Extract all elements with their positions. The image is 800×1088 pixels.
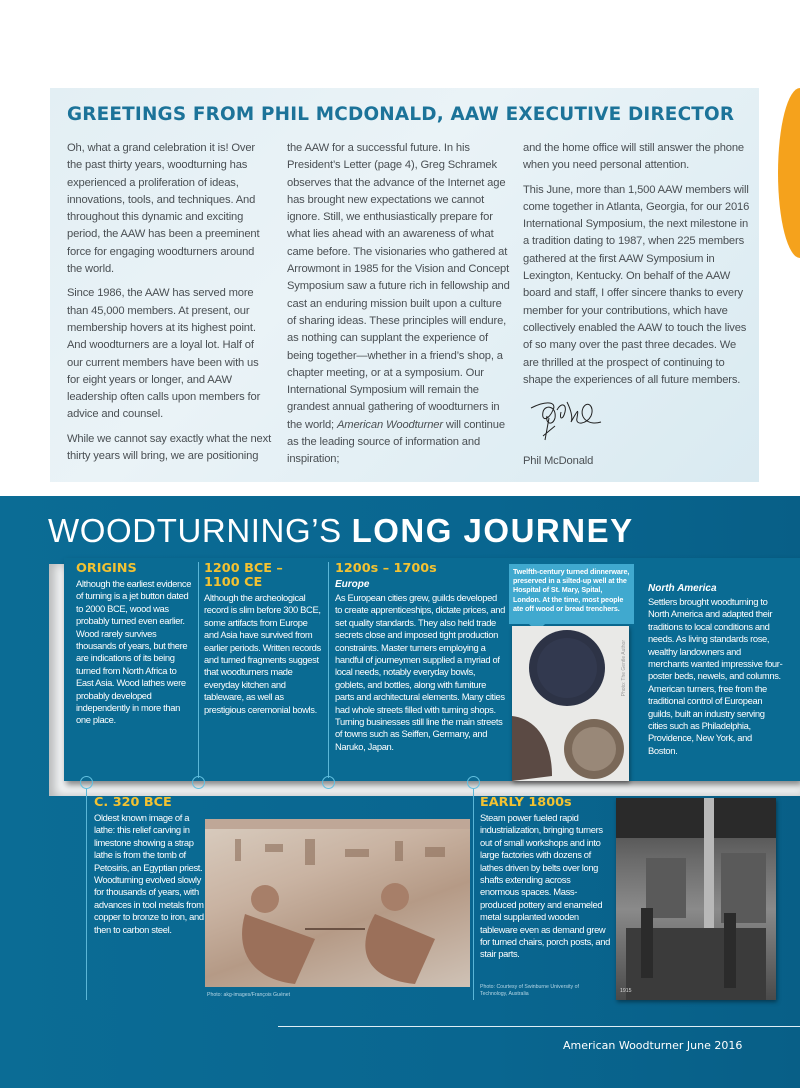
signature-image bbox=[527, 396, 617, 451]
era-subheading: Europe bbox=[335, 579, 370, 590]
era-body: Although the archeological record is slim before 300 BCE, some artifacts from Europe and Asia have survived from earlier periods. Written records and turned fragments suggest that woodturners made everyday kitchen and tableware, as well as prestigious ceremonial bowls. bbox=[204, 592, 321, 715]
era-body: As European cities grew, guilds developed to create apprenticeships, dictate prices, and set quality standards. They also held trade secrets close and imposed tight production constraints. Master turners employing a handful of journeymen supplied a myriad of local needs, notably everyday bowls, goblets, and bottles, along with furniture parts and architectural elements. Many cities had whole streets filled with turning shops. Turning businesses still line the main streets of towns such as Seiffen, Germany, and Naruko, Japan. bbox=[335, 592, 505, 752]
title-light: WOODTURNING’S bbox=[48, 512, 342, 549]
relief-illustration bbox=[205, 819, 470, 987]
greeting-paragraph: and the home office will still answer the phone when you need personal attention. bbox=[523, 142, 744, 172]
timeline-title bbox=[48, 512, 634, 550]
greeting-title: GREETINGS FROM PHIL MCDONALD, AAW EXECUTIVE DIRECTOR bbox=[67, 104, 735, 125]
greeting-paragraph: Since 1986, the AAW has served more than 45,000 members. At present, our membership hovers at its highest point. And woodturners are a loyal lot. Half of our current members have been with us for eight years or longer, and AAW leadership often calls upon members for advice and counsel. bbox=[67, 287, 261, 421]
decorative-orange-disc bbox=[778, 88, 800, 258]
era-origins bbox=[76, 562, 194, 727]
timeline-divider bbox=[473, 788, 474, 1000]
era-320bce bbox=[94, 796, 204, 936]
greeting-box bbox=[50, 88, 759, 482]
era-heading: C. 320 BCE bbox=[94, 795, 172, 810]
era-body: Settlers brought woodturning to North America and adapted their traditions to local conditions and needs. As living standards rose, wealthy landowners and merchants wanted impressive four-poster beds, newels, and columns. American turners, free from the traditional control of European guilds, built an industry serving cities such as Philadelphia, Providence, New York, and Boston. bbox=[648, 596, 783, 756]
greeting-paragraph: This June, more than 1,500 AAW members will come together in Atlanta, Georgia, for our 2016 International Symposium, the next milestone in a tradition dating to 1987, when 225 members gathered at the first AAW Symposium in Lexington, Kentucky. On behalf of the AAW board and staff, I offer sincere thanks to every member for your contributions, which have collectively enabled the AAW to touch the lives of so many over the past three decades. We are thrilled at the prospect of continuing to shape the experiences of all future members. bbox=[523, 183, 750, 386]
greeting-text: the AAW for a successful future. In his President’s Letter (page 4), Greg Schramek observes that the advance of the Internet age has brought new expectations we cannot ignore. Still, we enthusiastically prepare for what lies ahead with an awareness of what came before. The visionaries who gathered at Arrowmont in 1985 for the Vision and Concept Symposium saw a future rich in fellowship and cast an enduring mission built upon a culture of sharing ideas. These principles will endure, as nothing can supplant the experience of being together—whether in a friend’s shop, a chapter meeting, or at a symposium. Our International Symposium will remain the grandest annual gathering of woodturners in the world; bbox=[287, 142, 510, 431]
era-subheading: North America bbox=[648, 583, 717, 594]
factory-photo-year: 1915 bbox=[620, 988, 632, 994]
greeting-paragraph: While we cannot say exactly what the next thirty years will bring, we are positioning bbox=[67, 432, 272, 463]
timeline-divider bbox=[328, 562, 329, 778]
greeting-text: will continue as the leading source of information and inspiration; bbox=[287, 418, 505, 466]
dinnerware-photo bbox=[512, 626, 629, 781]
egypt-relief-photo bbox=[205, 819, 470, 987]
era-early-1800s bbox=[480, 796, 610, 961]
footer-rule bbox=[278, 1026, 800, 1027]
factory-photo-credit: Photo: Courtesy of Swinburne University of Technology, Australia bbox=[480, 984, 579, 997]
era-body: Although the earliest evidence of turning is a jet button dated to 2000 BCE, wood was probably turned even earlier. Wood rarely survives thousands of years, but there are indications of its being turned from North Africa to East Asia. Wood lathes were probably developed independently in more than one place. bbox=[76, 578, 192, 726]
greeting-paragraph bbox=[287, 140, 512, 469]
greeting-column-2 bbox=[287, 140, 512, 476]
factory-photo bbox=[616, 798, 776, 1000]
timeline-divider bbox=[198, 562, 199, 778]
era-heading: 1100 CE bbox=[204, 575, 263, 590]
era-heading: 1200s – 1700s bbox=[335, 561, 437, 576]
dinnerware-caption: Twelfth-century turned dinnerware, preserved in a silted-up well at the Hospital of St. Mary, Spital, London. At the time, most people ate off wood or bread trenchers. bbox=[509, 564, 634, 624]
egypt-photo-credit: Photo: akg-images/François Guénet bbox=[207, 992, 291, 998]
era-body: Oldest known image of a lathe: this relief carving in limestone showing a strap lathe is from the tomb of Petosiris, an Egyptian priest. Woodturning evolved slowly for thousands of years, with advances in tool metals from copper to bronze to iron, and then to carbon steel. bbox=[94, 812, 204, 935]
title-bold: LONG JOURNEY bbox=[351, 512, 634, 549]
factory-illustration bbox=[616, 798, 776, 1000]
magazine-title: American Woodturner bbox=[336, 418, 443, 431]
era-1200bce bbox=[204, 562, 322, 716]
dinnerware-illustration bbox=[512, 626, 629, 781]
photo-credit: Photo: The Gentle Author bbox=[621, 640, 627, 697]
timeline-section bbox=[0, 496, 800, 1088]
era-1200s-1700s bbox=[335, 562, 505, 753]
timeline-node bbox=[467, 776, 480, 789]
timeline-node bbox=[192, 776, 205, 789]
era-heading: ORIGINS bbox=[76, 561, 137, 576]
greeting-paragraph: Oh, what a grand celebration it is! Over the past thirty years, woodturning has experienced a proliferation of ideas, innovations, tools, and techniques. And throughout this dynamic and exciting period, the AAW has been a preeminent force for engaging woodturners around the world. bbox=[67, 142, 260, 276]
era-heading: EARLY 1800s bbox=[480, 795, 572, 810]
era-heading: 1200 BCE – bbox=[204, 561, 283, 576]
era-body: Steam power fueled rapid industrialization, bringing turners out of small workshops and into large factories with dozens of lathes driven by belts over long shafts extending across enormous spaces. Mass-produced pottery and enameled metal supplanted wooden tableware even as demand grew for turned chairs, porch posts, and stair parts. bbox=[480, 812, 611, 960]
greeting-column-1 bbox=[67, 140, 272, 472]
signature-name: Phil McDonald bbox=[523, 455, 594, 468]
timeline-divider bbox=[86, 788, 87, 1000]
timeline-node bbox=[80, 776, 93, 789]
timeline-node bbox=[322, 776, 335, 789]
greeting-column-3 bbox=[523, 140, 753, 477]
footer-publication: American Woodturner June 2016 bbox=[563, 1039, 743, 1052]
era-north-america bbox=[648, 580, 783, 757]
